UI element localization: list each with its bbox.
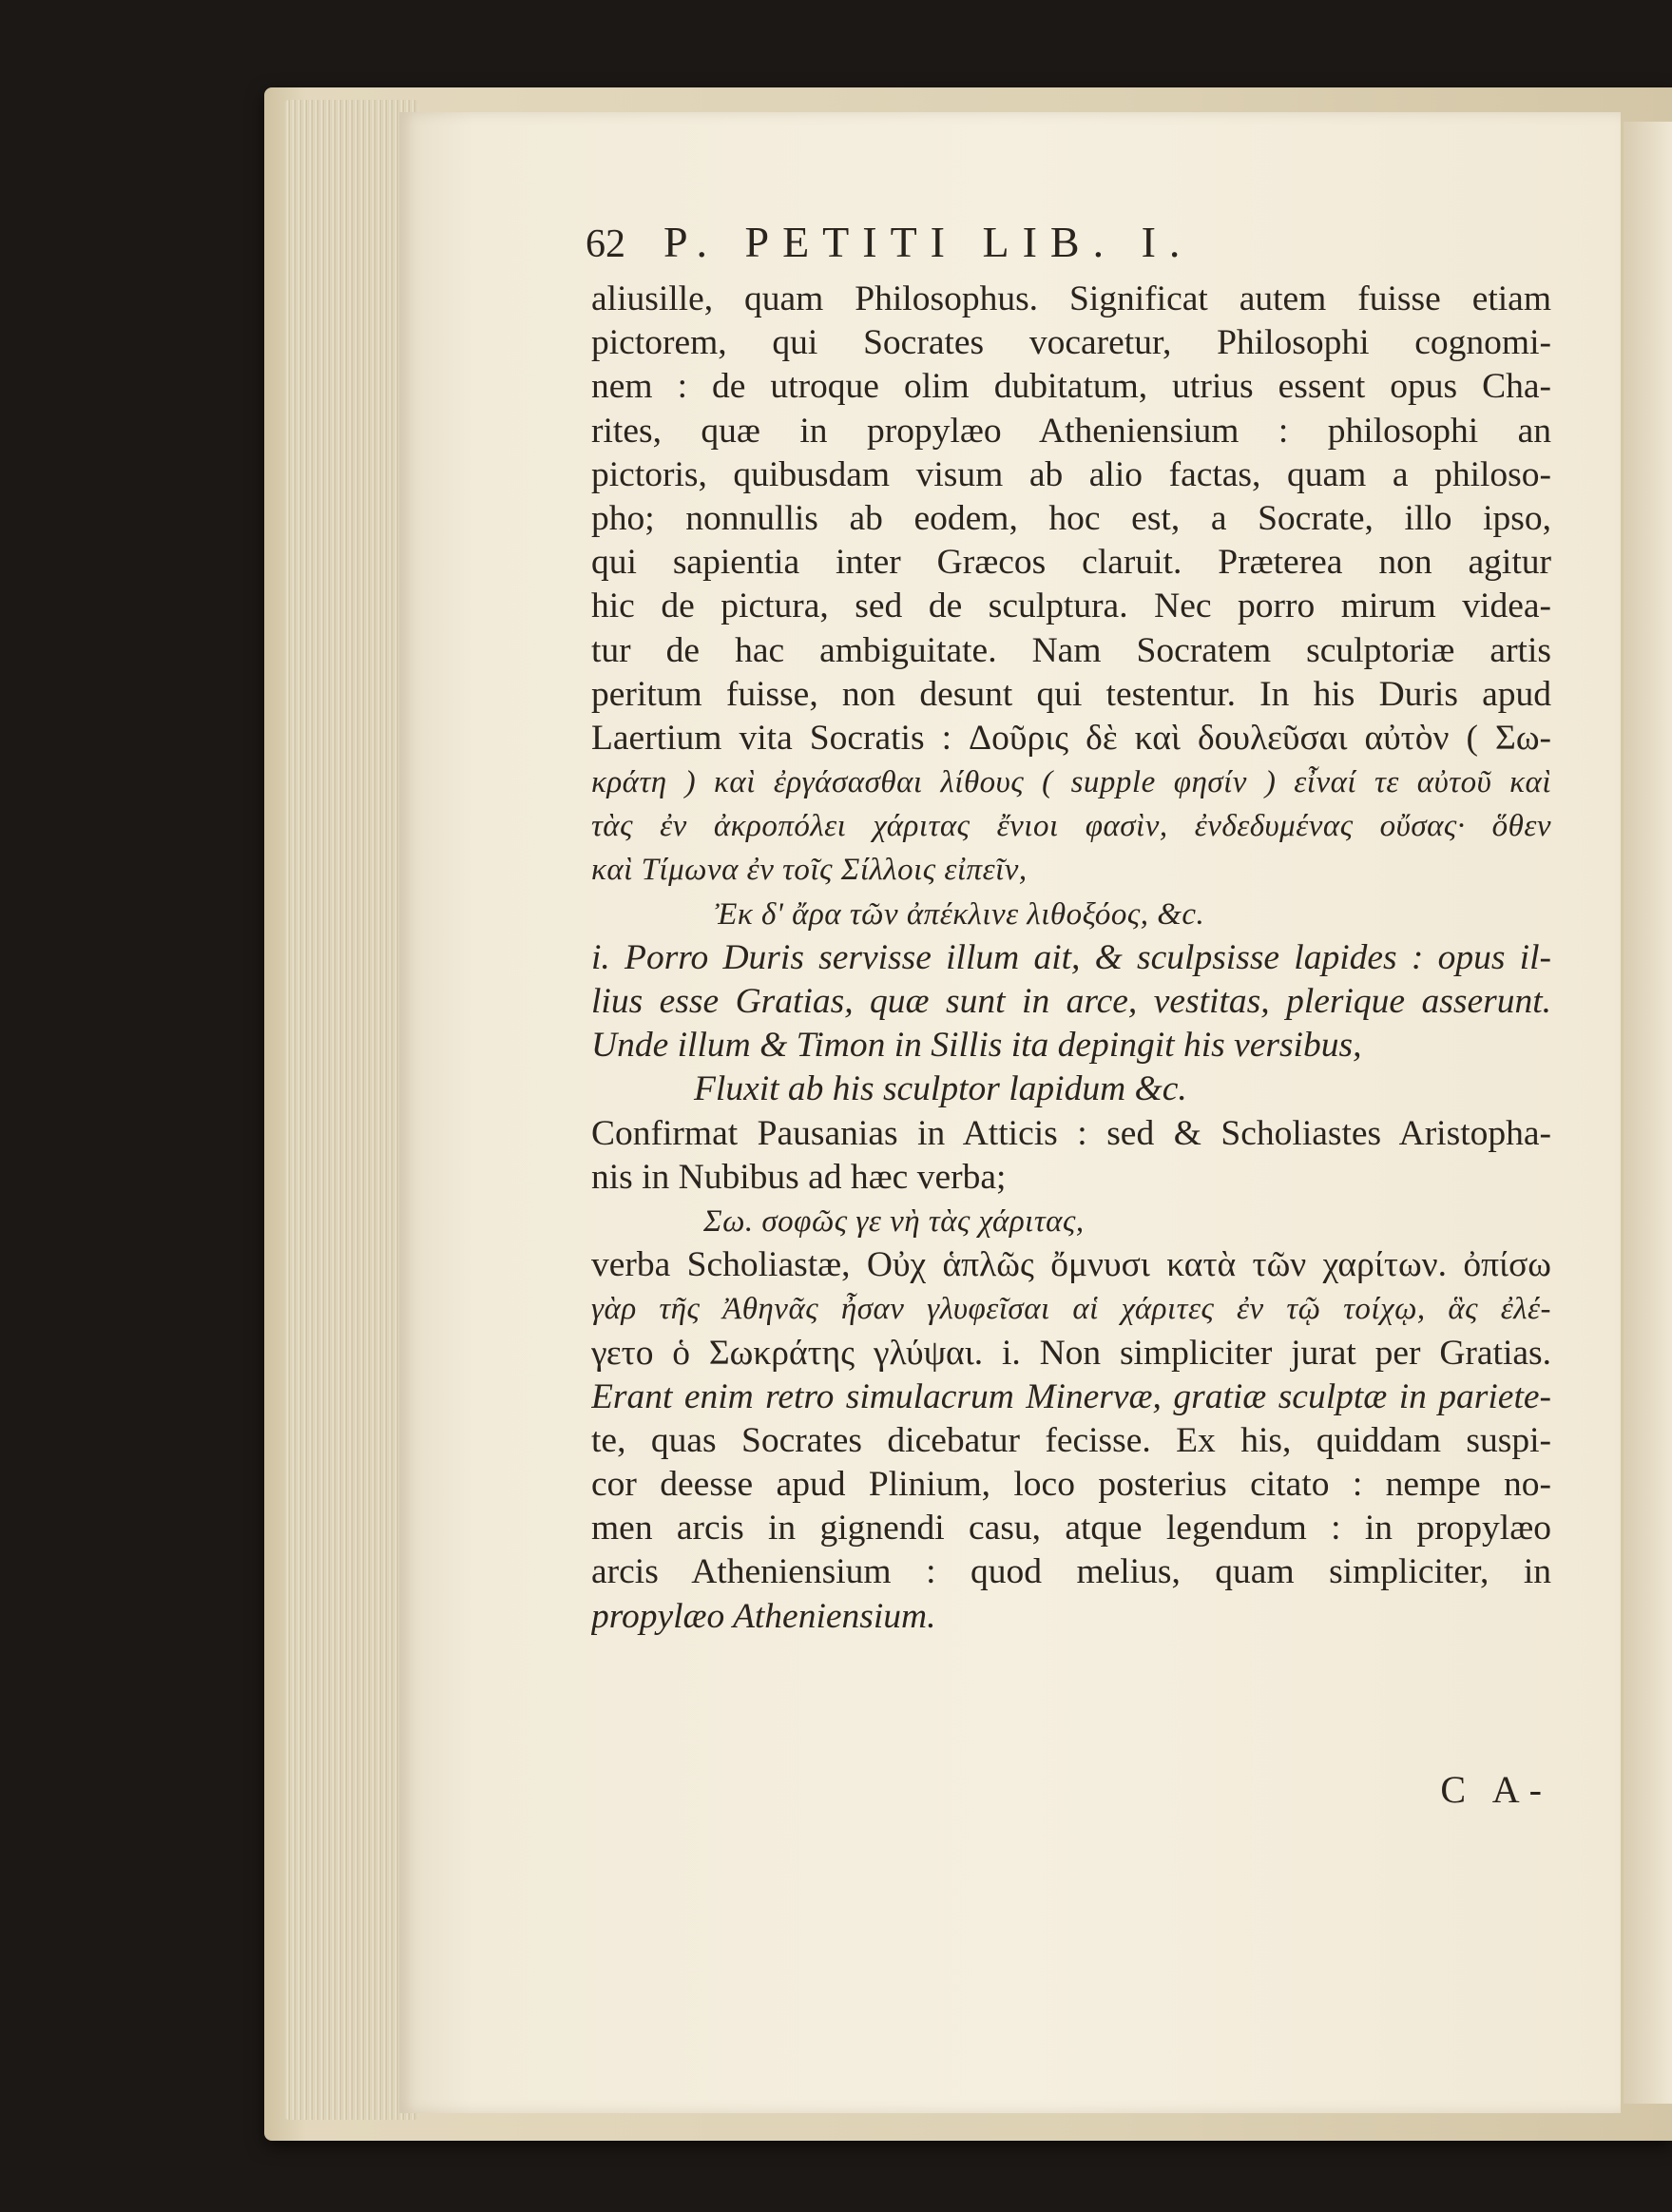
text-line: tur de hac ambiguitate. Nam Socratem sculptoriæ artis — [591, 630, 1551, 670]
text-line: Erant enim retro simulacrum Minervæ, gratiæ sculptæ in pariete- — [591, 1376, 1551, 1416]
text-line: nem : de utroque olim dubitatum, utrius essent opus Cha- — [591, 367, 1551, 407]
text-line: arcis Atheniensium : quod melius, quam simpliciter, in — [591, 1552, 1551, 1592]
greek-verse: Ἐκ δ' ἄρα τῶν ἀπέκλινε λιθοξόος, &c. — [715, 896, 1205, 932]
text-line: cor deesse apud Plinium, loco posterius citato : nempe no- — [591, 1465, 1551, 1505]
running-title: P. PETITI LIB. I. — [663, 218, 1194, 266]
greek-line: τὰς ἐν ἀκροπόλει χάριτας ἔνιοι φασὶν, ἐνδεδυμένας οὔσας· ὅθεν — [591, 809, 1551, 844]
verse-line: Fluxit ab his sculptor lapidum &c. — [694, 1069, 1187, 1109]
text-line: γετο ὁ Σωκράτης γλύψαι. i. Non simpliciter jurat per Gratias. — [591, 1333, 1551, 1373]
greek-line: καὶ Τίμωνα ἐν τοῖς Σίλλοις εἰπεῖν, — [591, 853, 1028, 888]
catchword: C A- — [1440, 1767, 1551, 1811]
text-line: i. Porro Duris servisse illum ait, & sculpsisse lapides : opus il- — [591, 937, 1551, 977]
greek-line: γὰρ τῆς Ἀθηνᾶς ἦσαν γλυφεῖσαι αἱ χάριτες ἐν τῷ τοίχῳ, ἃς ἐλέ- — [591, 1292, 1551, 1327]
text-line: rites, quæ in propylæo Atheniensium : philosophi an — [591, 411, 1551, 451]
text-line: te, quas Socrates dicebatur fecisse. Ex his, quiddam suspi- — [591, 1420, 1551, 1460]
text-line: pho; nonnullis ab eodem, hoc est, a Socrate, illo ipso, — [591, 498, 1551, 538]
text-line: Laertium vita Socratis : Δοῦρις δὲ καὶ δουλεῦσαι αὐτὸν ( Σω- — [591, 718, 1551, 758]
text-line: men arcis in gignendi casu, atque legendum : in propylæo — [591, 1509, 1551, 1548]
text-line: hic de pictura, sed de sculptura. Nec porro mirum videa- — [591, 587, 1551, 626]
page-number: 62 — [586, 222, 625, 266]
text-line: verba Scholiastæ, Οὐχ ἁπλῶς ὄμνυσι κατὰ τῶν χαρίτων. ὀπίσω — [591, 1245, 1551, 1285]
text-line: lius esse Gratias, quæ sunt in arce, vestitas, plerique asserunt. — [591, 982, 1551, 1021]
text-line: nis in Nubibus ad hæc verba; — [591, 1157, 1007, 1197]
text-line: pictorem, qui Socrates vocaretur, Philosophi cognomi- — [591, 323, 1551, 363]
text-line: peritum fuisse, non desunt qui testentur. In his Duris apud — [591, 674, 1551, 714]
text-line: propylæo Atheniensium. — [591, 1596, 936, 1636]
text-line: pictoris, quibusdam visum ab alio factas, quam a philoso- — [591, 454, 1551, 494]
page-text — [586, 218, 1551, 1812]
facing-page-edge — [1624, 122, 1672, 2104]
text-line: Unde illum & Timon in Sillis ita depingit his versibus, — [591, 1026, 1362, 1066]
page-edges — [285, 100, 418, 2120]
greek-verse: Σω. σοφῶς γε νὴ τὰς χάριτας, — [703, 1203, 1085, 1239]
greek-line: κράτη ) καὶ ἐργάσασθαι λίθους ( supple φησίν ) εἶναί τε αὐτοῦ καὶ — [591, 765, 1551, 800]
text-line: qui sapientia inter Græcos claruit. Præterea non agitur — [591, 543, 1551, 583]
text-line: aliusille, quam Philosophus. Significat autem fuisse etiam — [591, 279, 1551, 318]
text-line: Confirmat Pausanias in Atticis : sed & Scholiastes Aristopha- — [591, 1113, 1551, 1153]
running-header — [586, 218, 1551, 274]
